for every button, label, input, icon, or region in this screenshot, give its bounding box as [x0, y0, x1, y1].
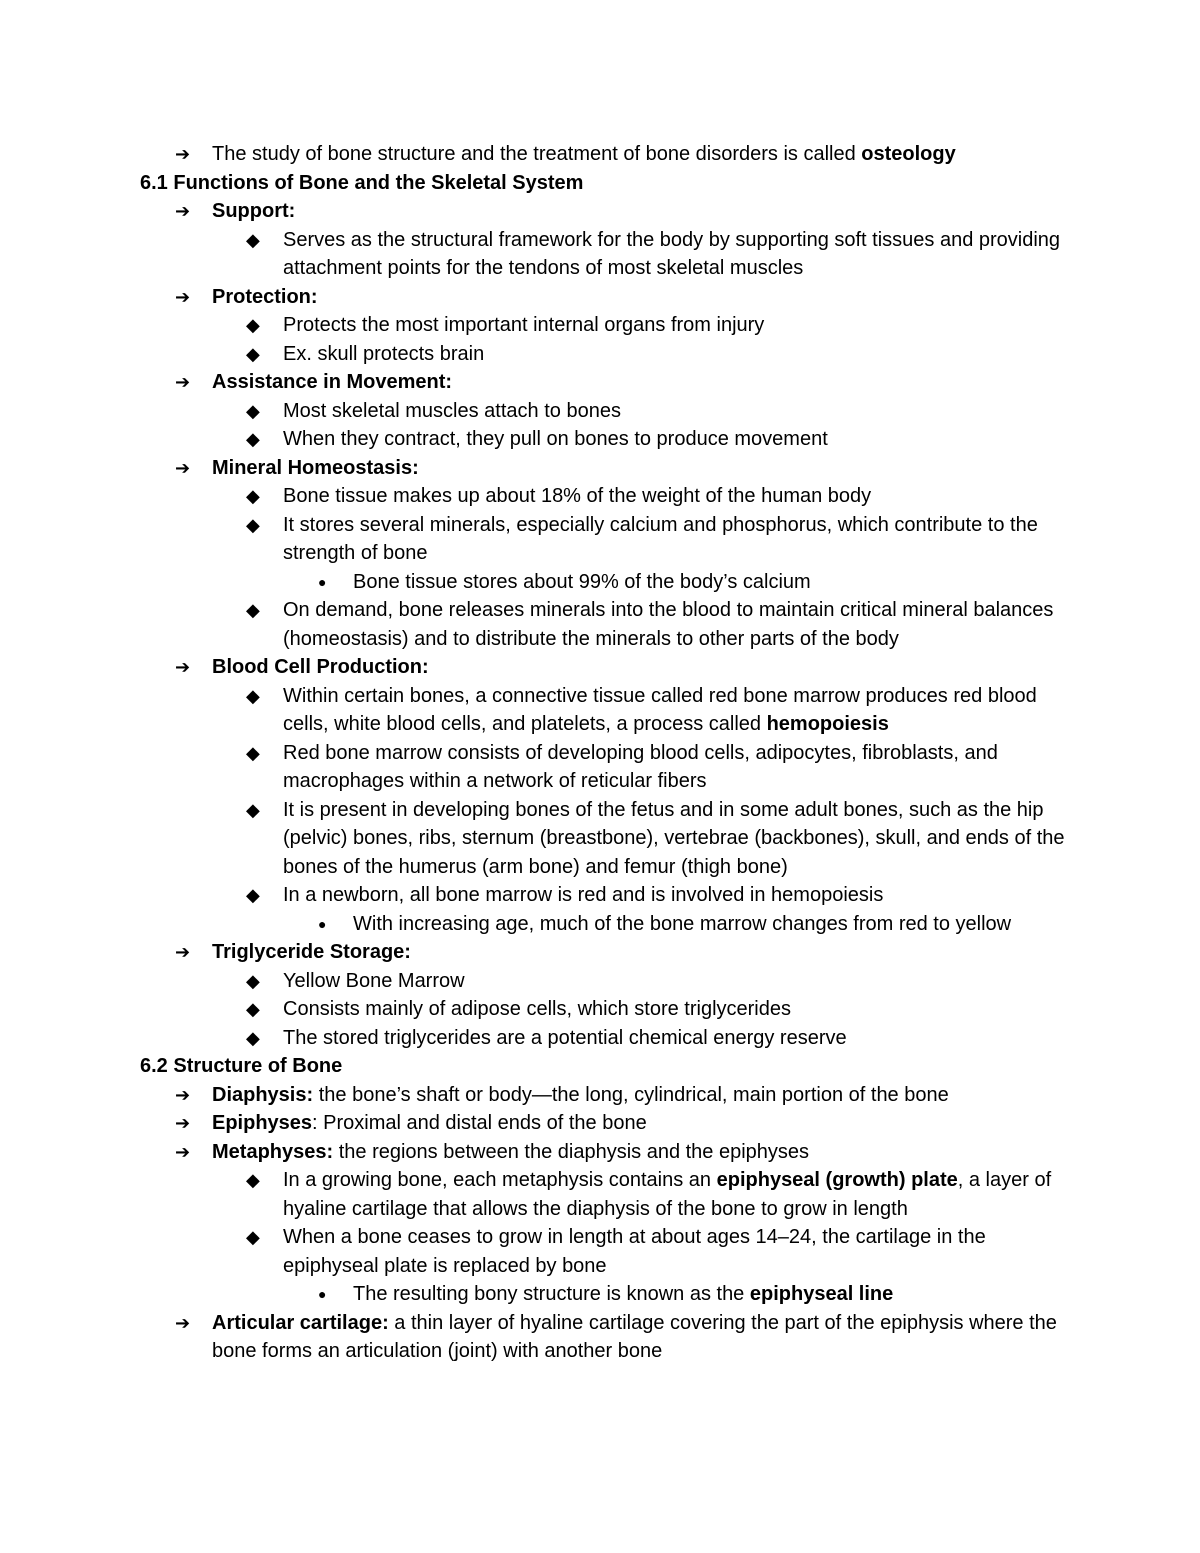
topic-label: Metaphyses:: [212, 1140, 334, 1163]
arrow-icon: ➔: [175, 1141, 191, 1162]
dot-bullet-icon: ●: [318, 915, 327, 932]
topic-protection: [140, 283, 1070, 312]
intro-text: The study of bone structure and the treatment of bone disorders is called: [212, 143, 862, 165]
topic-label: Assistance in Movement:: [212, 371, 453, 393]
list-item: ◆ Ex. skull protects brain: [140, 340, 1070, 369]
arrow-icon: ➔: [175, 457, 191, 478]
notes-content: [140, 140, 1070, 1366]
list-item: ◆ Most skeletal muscles attach to bones: [140, 397, 1070, 426]
topic-label: Protection:: [212, 285, 318, 308]
arrow-icon: ➔: [175, 201, 191, 221]
topic-label: Mineral Homeostasis:: [212, 456, 419, 479]
sub-list-item: ● The resulting bony structure is known as the epiphyseal line: [140, 1280, 1070, 1309]
diamond-bullet-icon: ◆: [246, 799, 260, 820]
arrow-icon: ➔: [175, 144, 191, 164]
diamond-bullet-icon: ◆: [246, 1027, 260, 1048]
diamond-bullet-icon: ◆: [246, 742, 260, 763]
arrow-icon: ➔: [175, 657, 191, 677]
diamond-bullet-icon: ◆: [246, 429, 260, 449]
list-item: ◆ In a growing bone, each metaphysis contains an epiphyseal (growth) plate, a layer of hyaline cartilage that allows the diaphysis of the bone to grow in length: [140, 1166, 1070, 1223]
topic-label: Support:: [212, 200, 296, 222]
list-item: ◆ On demand, bone releases minerals into the blood to maintain critical mineral balances (homeostasis) and to distribute the minerals to other parts of the body: [140, 596, 1070, 653]
arrow-icon: ➔: [175, 1312, 191, 1333]
arrow-icon: ➔: [175, 1084, 191, 1105]
intro-term: osteology: [861, 143, 956, 165]
list-item: ◆ It stores several minerals, especially calcium and phosphorus, which contribute to the strength of bone: [140, 511, 1070, 568]
list-item: ◆ Consists mainly of adipose cells, which store triglycerides: [140, 995, 1070, 1024]
diamond-bullet-icon: ◆: [246, 400, 260, 421]
topic-movement: [140, 368, 1070, 397]
list-item: ◆ Yellow Bone Marrow: [140, 967, 1070, 996]
topic-label: Articular cartilage:: [212, 1311, 389, 1334]
diamond-bullet-icon: ◆: [246, 486, 260, 506]
diamond-bullet-icon: ◆: [246, 1227, 260, 1247]
diamond-bullet-icon: ◆: [246, 685, 260, 706]
topic-label: Diaphysis:: [212, 1083, 314, 1106]
arrow-icon: ➔: [175, 942, 191, 962]
term-epiphyseal-line: epiphyseal line: [749, 1283, 894, 1305]
list-item: ◆ Within certain bones, a connective tissue called red bone marrow produces red blood cells, white blood cells, and platelets, a process called hemopoiesis: [140, 682, 1070, 739]
sub-list-item: ● Bone tissue stores about 99% of the body’s calcium: [140, 568, 1070, 597]
dot-bullet-icon: ●: [318, 573, 327, 590]
topic-label: Blood Cell Production:: [212, 656, 429, 678]
diamond-bullet-icon: ◆: [246, 1170, 260, 1190]
diamond-bullet-icon: ◆: [246, 885, 260, 905]
dot-bullet-icon: ●: [318, 1286, 327, 1302]
list-item: ◆ Protects the most important internal organs from injury: [140, 311, 1070, 340]
topic-articular-cartilage: ➔ Articular cartilage: a thin layer of hyaline cartilage covering the part of the epiphysis where the bone forms an articulation (joint) with another bone: [140, 1309, 1070, 1366]
arrow-icon: ➔: [175, 286, 191, 307]
topic-epiphyses: ➔ Epiphyses: Proximal and distal ends of the bone: [140, 1109, 1070, 1138]
list-item: ◆ When they contract, they pull on bones to produce movement: [140, 425, 1070, 454]
diamond-bullet-icon: ◆: [246, 999, 260, 1019]
topic-label: Triglyceride Storage:: [212, 941, 411, 963]
topic-blood-cell-production: [140, 653, 1070, 682]
section-heading-structure: 6.2 Structure of Bone: [140, 1055, 343, 1077]
topic-diaphysis: ➔ Diaphysis: the bone’s shaft or body—the long, cylindrical, main portion of the bone: [140, 1081, 1070, 1110]
term-hemopoiesis: hemopoiesis: [766, 713, 889, 735]
diamond-bullet-icon: ◆: [246, 229, 260, 250]
topic-support: [140, 197, 1070, 226]
topic-label: Epiphyses: [212, 1112, 313, 1134]
section-heading-functions: 6.1 Functions of Bone and the Skeletal System: [140, 171, 584, 194]
intro-item: [140, 140, 1070, 169]
topic-triglyceride-storage: [140, 938, 1070, 967]
topic-metaphyses: ➔ Metaphyses: the regions between the diaphysis and the epiphyses: [140, 1138, 1070, 1167]
list-item: ◆ Bone tissue makes up about 18% of the weight of the human body: [140, 482, 1070, 511]
diamond-bullet-icon: ◆: [246, 343, 260, 364]
diamond-bullet-icon: ◆: [246, 970, 260, 991]
topic-mineral-homeostasis: [140, 454, 1070, 483]
diamond-bullet-icon: ◆: [246, 315, 260, 335]
list-item: ◆ In a newborn, all bone marrow is red and is involved in hemopoiesis: [140, 881, 1070, 910]
sub-list-item: ● With increasing age, much of the bone marrow changes from red to yellow: [140, 910, 1070, 939]
arrow-icon: ➔: [175, 1113, 191, 1133]
list-item: ◆ The stored triglycerides are a potential chemical energy reserve: [140, 1024, 1070, 1053]
list-item: ◆ It is present in developing bones of the fetus and in some adult bones, such as the hip (pelvic) bones, ribs, sternum (breastbone), vertebrae (backbones), skull, and ends of the bones of the humerus (arm bone) and femur (thigh bone): [140, 796, 1070, 882]
diamond-bullet-icon: ◆: [246, 600, 260, 620]
list-item: ◆ Red bone marrow consists of developing blood cells, adipocytes, fibroblasts, and macrophages within a network of reticular fibers: [140, 739, 1070, 796]
term-epiphyseal-plate: epiphyseal (growth) plate: [716, 1169, 958, 1191]
diamond-bullet-icon: ◆: [246, 514, 260, 535]
list-item: ◆ When a bone ceases to grow in length at about ages 14–24, the cartilage in the epiphyseal plate is replaced by bone: [140, 1223, 1070, 1280]
arrow-icon: ➔: [175, 372, 191, 392]
list-item: ◆ Serves as the structural framework for the body by supporting soft tissues and providing attachment points for the tendons of most skeletal muscles: [140, 226, 1070, 283]
